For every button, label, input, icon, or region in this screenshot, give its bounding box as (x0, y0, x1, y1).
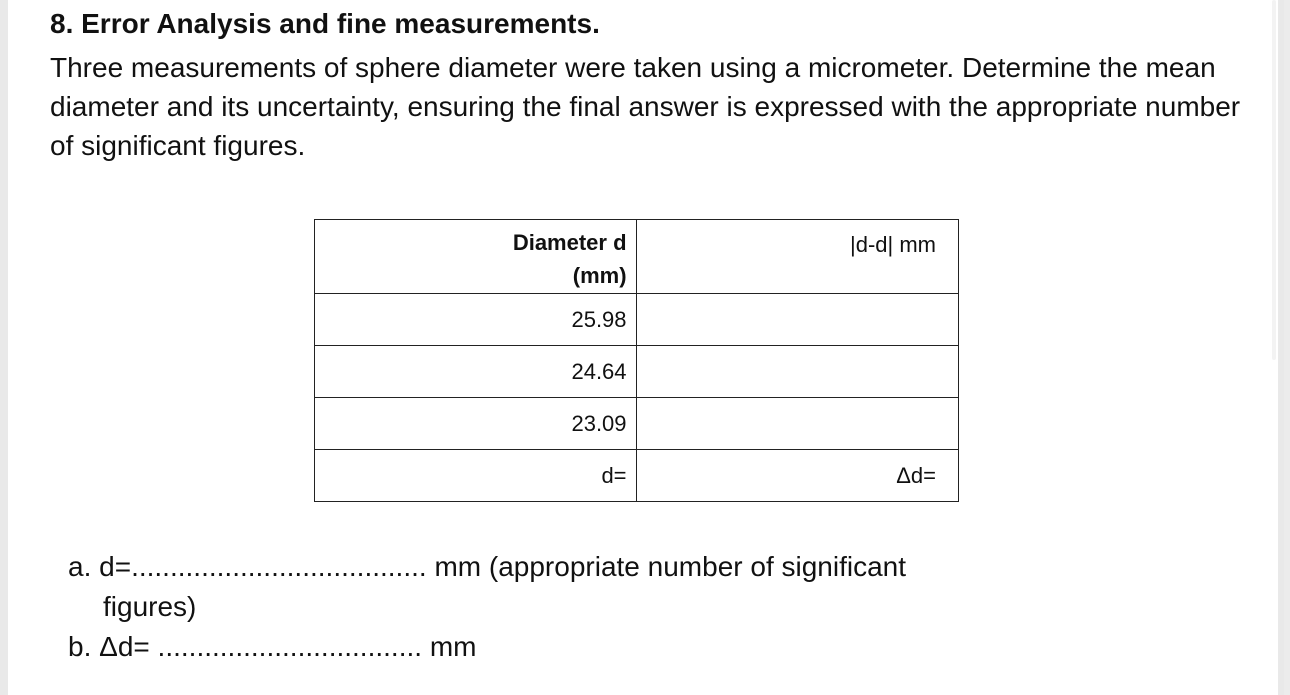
uncertainty-label-cell: Δd= (636, 450, 958, 502)
answer-b-suffix: mm (422, 631, 477, 662)
question-text: Three measurements of sphere diameter were taken using a micrometer. Determine the mean diameter and its uncertainty, ensuring the final answer is expressed with the appropriate number of significant figures. (50, 52, 1241, 161)
answer-a-blank[interactable]: ...................................... (131, 551, 427, 582)
window-edge (1284, 0, 1290, 695)
deviation-cell[interactable] (636, 398, 958, 450)
diameter-cell: 24.64 (315, 346, 637, 398)
answer-a-prefix: a. d= (68, 551, 132, 582)
answer-a-suffix: mm (appropriate number of significant (426, 551, 907, 582)
answer-b-blank[interactable]: .................................. (157, 631, 423, 662)
table-row (315, 346, 959, 398)
diameter-header-line1: Diameter d (512, 230, 627, 255)
answer-section (68, 547, 906, 667)
deviation-cell[interactable] (636, 294, 958, 346)
document-page (8, 0, 1278, 695)
table-header-row (315, 220, 959, 294)
deviation-cell[interactable] (636, 346, 958, 398)
answer-a-continuation: figures) (103, 591, 197, 622)
deviation-header: |d-d| mm (636, 220, 958, 294)
scrollbar-thumb[interactable] (1272, 0, 1276, 360)
measurement-table (314, 219, 959, 502)
question-title: 8. Error Analysis and fine measurements. (50, 8, 600, 39)
diameter-cell: 23.09 (315, 398, 637, 450)
mean-label-cell: d= (315, 450, 637, 502)
answer-a (68, 547, 906, 587)
answer-b (68, 627, 906, 667)
table-row (315, 294, 959, 346)
diameter-header (315, 220, 637, 294)
diameter-header-line2: (mm) (572, 263, 627, 288)
diameter-cell: 25.98 (315, 294, 637, 346)
table-footer-row (315, 450, 959, 502)
answer-b-prefix: b. Δd= (68, 631, 158, 662)
table-row (315, 398, 959, 450)
